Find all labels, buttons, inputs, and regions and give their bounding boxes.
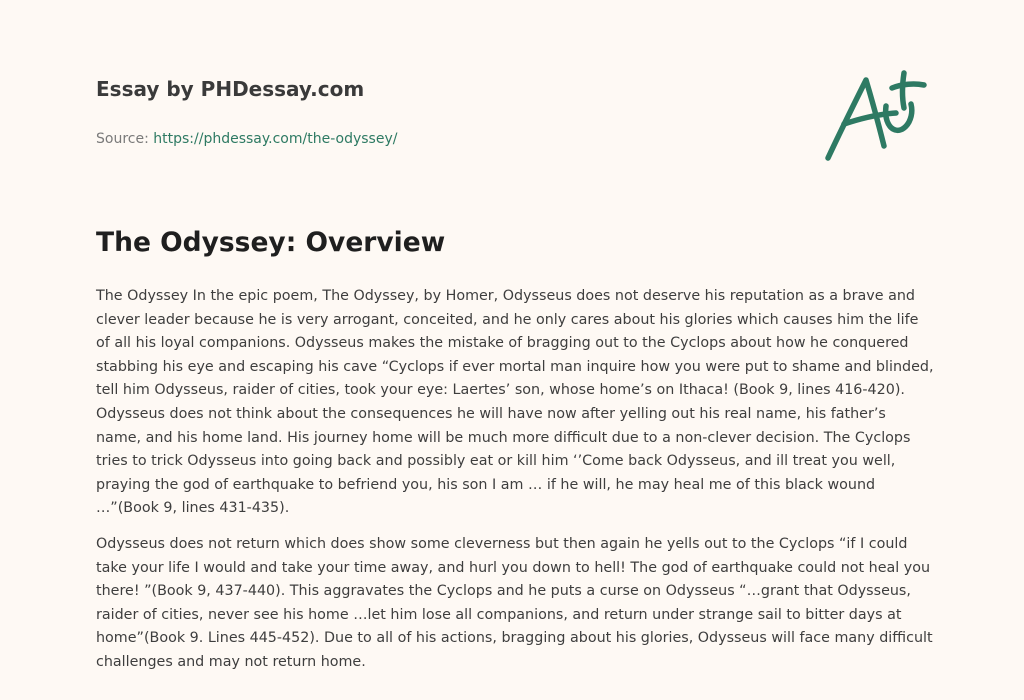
page-title: The Odyssey: Overview [96, 227, 446, 258]
brand-title: Essay by PHDessay.com [96, 77, 365, 101]
a-plus-grade-icon [822, 66, 928, 166]
source-label: Source: [96, 131, 149, 147]
article-body [96, 285, 934, 687]
article-paragraph: The Odyssey In the epic poem, The Odyssey, by Homer, Odysseus does not deserve his reputation as a brave and clever leader because he is very arrogant, conceited, and he only cares about his glories which causes him the life of all his loyal companions. Odysseus makes the mistake of bragging out to the Cyclops about how he conquered stabbing his eye and escaping his cave “Cyclops if ever mortal man inquire how you were put to shame and blinded, tell him Odysseus, raider of cities, took your eye: Laertes’ son, whose home’s on Ithaca! (Book 9, lines 416-420). Odysseus does not think about the consequences he will have now after yelling out his real name, his father’s name, and his home land. His journey home will be much more difficult due to a non-clever decision. The Cyclops tries to trick Odysseus into going back and possibly eat or kill him ‘’Come back Odysseus, and ill treat you well, praying the god of earthquake to befriend you, his son I am … if he will, he may heal me of this black wound …”(Book 9, lines 431-435). [96, 288, 934, 517]
source-line [96, 129, 696, 149]
article-paragraph: Odysseus does not return which does show some cleverness but then again he yells out to the Cyclops “if I could take your life I would and take your time away, and hurl you down to hell! The god of earthquake could not heal you there! ”(Book 9, 437-440). This aggravates the Cyclops and he puts a curse on Odysseus “…grant that Odysseus, raider of cities, never see his home …let him lose all companions, and return under strange sail to bitter days at home”(Book 9. Lines 445-452). Due to all of his actions, bragging about his glories, Odysseus will face many difficult challenges and may not return home. [96, 535, 933, 670]
source-link[interactable]: https://phdessay.com/the-odyssey/ [153, 131, 398, 147]
essay-header [96, 74, 696, 149]
